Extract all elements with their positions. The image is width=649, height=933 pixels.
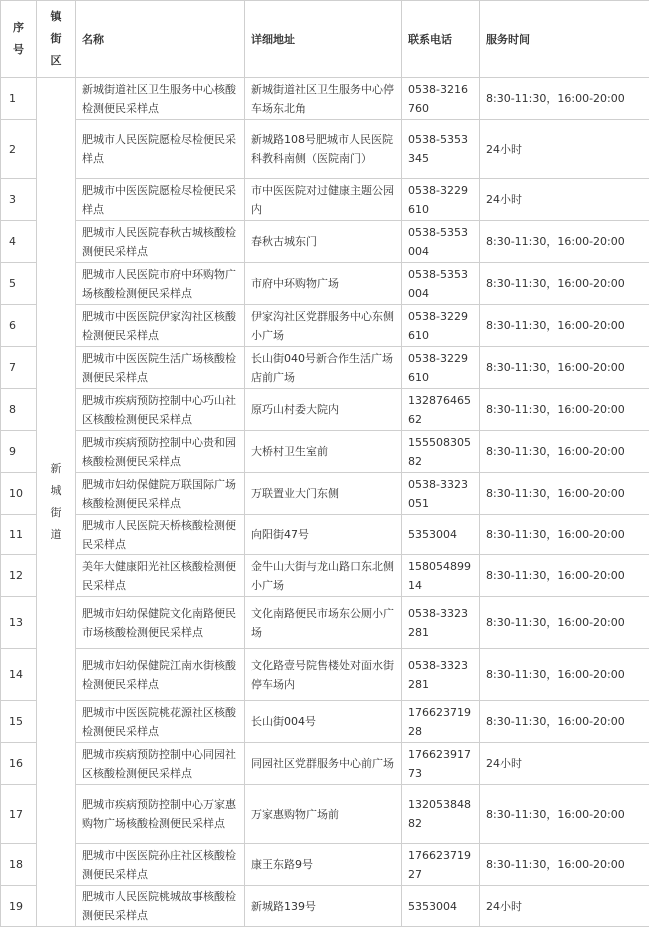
site-name-cell: 肥城市妇幼保健院万联国际广场核酸检测便民采样点: [76, 473, 245, 515]
address-cell: 同园社区党群服务中心前广场: [245, 743, 402, 785]
phone-cell: 0538-3216760: [402, 78, 480, 120]
phone-cell: 0538-5353004: [402, 221, 480, 263]
header-phone: 联系电话: [402, 1, 480, 78]
site-name-cell: 美年大健康阳光社区核酸检测便民采样点: [76, 555, 245, 597]
table-row: [1, 844, 649, 886]
hours-cell: 8:30-11:30，16:00-20:00: [480, 785, 649, 844]
phone-cell: 15550830582: [402, 431, 480, 473]
hours-cell: 8:30-11:30，16:00-20:00: [480, 305, 649, 347]
town-cell: [37, 78, 76, 927]
address-cell: 万联置业大门东侧: [245, 473, 402, 515]
site-name-cell: 肥城市疾病预防控制中心贵和园核酸检测便民采样点: [76, 431, 245, 473]
table-row: [1, 701, 649, 743]
address-cell: 万家惠购物广场前: [245, 785, 402, 844]
phone-cell: 13205384882: [402, 785, 480, 844]
hours-cell: 8:30-11:30，16:00-20:00: [480, 78, 649, 120]
seq-cell: 19: [1, 886, 37, 927]
site-name-cell: 肥城市疾病预防控制中心万家惠购物广场核酸检测便民采样点: [76, 785, 245, 844]
table-row: [1, 347, 649, 389]
seq-cell: 13: [1, 597, 37, 649]
table-body: [1, 78, 649, 927]
site-name-cell: 肥城市妇幼保健院文化南路便民市场核酸检测便民采样点: [76, 597, 245, 649]
site-name-cell: 肥城市人民医院春秋古城核酸检测便民采样点: [76, 221, 245, 263]
address-cell: 金牛山大街与龙山路口东北侧小广场: [245, 555, 402, 597]
site-name-cell: 肥城市人民医院愿检尽检便民采样点: [76, 120, 245, 179]
hours-cell: 8:30-11:30，16:00-20:00: [480, 515, 649, 555]
address-cell: 康王东路9号: [245, 844, 402, 886]
phone-cell: 17662391773: [402, 743, 480, 785]
phone-cell: 17662371927: [402, 844, 480, 886]
seq-cell: 14: [1, 649, 37, 701]
hours-cell: 24小时: [480, 120, 649, 179]
seq-cell: 3: [1, 179, 37, 221]
phone-cell: 0538-3229610: [402, 305, 480, 347]
table-row: [1, 555, 649, 597]
phone-cell: 0538-3323051: [402, 473, 480, 515]
phone-cell: 15805489914: [402, 555, 480, 597]
phone-cell: 0538-3323281: [402, 649, 480, 701]
hours-cell: 24小时: [480, 743, 649, 785]
address-cell: 市中医医院对过健康主题公园内: [245, 179, 402, 221]
site-name-cell: 肥城市中医医院桃花源社区核酸检测便民采样点: [76, 701, 245, 743]
table-row: [1, 886, 649, 927]
address-cell: 原巧山村委大院内: [245, 389, 402, 431]
phone-cell: 0538-5353004: [402, 263, 480, 305]
seq-cell: 7: [1, 347, 37, 389]
header-town: 镇街区: [37, 1, 76, 78]
address-cell: 向阳街47号: [245, 515, 402, 555]
seq-cell: 11: [1, 515, 37, 555]
address-cell: 长山街004号: [245, 701, 402, 743]
hours-cell: 8:30-11:30，16:00-20:00: [480, 555, 649, 597]
site-name-cell: 肥城市中医医院生活广场核酸检测便民采样点: [76, 347, 245, 389]
site-name-cell: 肥城市妇幼保健院江南水街核酸检测便民采样点: [76, 649, 245, 701]
hours-cell: 8:30-11:30，16:00-20:00: [480, 221, 649, 263]
phone-cell: 0538-3229610: [402, 179, 480, 221]
table-row: [1, 78, 649, 120]
table-row: [1, 649, 649, 701]
table-row: [1, 305, 649, 347]
address-cell: 新城路139号: [245, 886, 402, 927]
address-cell: 文化路壹号院售楼处对面水街停车场内: [245, 649, 402, 701]
address-cell: 市府中环购物广场: [245, 263, 402, 305]
seq-cell: 16: [1, 743, 37, 785]
table-row: [1, 597, 649, 649]
seq-cell: 1: [1, 78, 37, 120]
seq-cell: 9: [1, 431, 37, 473]
header-name: 名称: [76, 1, 245, 78]
seq-cell: 2: [1, 120, 37, 179]
seq-cell: 10: [1, 473, 37, 515]
address-cell: 文化南路便民市场东公厕小广场: [245, 597, 402, 649]
address-cell: 新城路108号肥城市人民医院科教科南侧（医院南门）: [245, 120, 402, 179]
hours-cell: 8:30-11:30，16:00-20:00: [480, 649, 649, 701]
address-cell: 长山街040号新合作生活广场店前广场: [245, 347, 402, 389]
hours-cell: 8:30-11:30，16:00-20:00: [480, 431, 649, 473]
address-cell: 新城街道社区卫生服务中心停车场东北角: [245, 78, 402, 120]
table-row: [1, 120, 649, 179]
phone-cell: 0538-3323281: [402, 597, 480, 649]
table-row: [1, 263, 649, 305]
seq-cell: 12: [1, 555, 37, 597]
hours-cell: 8:30-11:30，16:00-20:00: [480, 389, 649, 431]
site-name-cell: 肥城市人民医院市府中环购物广场核酸检测便民采样点: [76, 263, 245, 305]
header-hours: 服务时间: [480, 1, 649, 78]
hours-cell: 8:30-11:30，16:00-20:00: [480, 844, 649, 886]
table-row: [1, 743, 649, 785]
phone-cell: 17662371928: [402, 701, 480, 743]
site-name-cell: 肥城市人民医院天桥核酸检测便民采样点: [76, 515, 245, 555]
site-name-cell: 肥城市人民医院桃城故事核酸检测便民采样点: [76, 886, 245, 927]
table-header-row: [1, 1, 649, 78]
town-label: 新城街道: [50, 462, 62, 541]
hours-cell: 8:30-11:30，16:00-20:00: [480, 263, 649, 305]
table-row: [1, 515, 649, 555]
seq-cell: 18: [1, 844, 37, 886]
hours-cell: 8:30-11:30，16:00-20:00: [480, 473, 649, 515]
phone-cell: 5353004: [402, 515, 480, 555]
site-name-cell: 新城街道社区卫生服务中心核酸检测便民采样点: [76, 78, 245, 120]
hours-cell: 8:30-11:30，16:00-20:00: [480, 597, 649, 649]
site-name-cell: 肥城市中医医院孙庄社区核酸检测便民采样点: [76, 844, 245, 886]
phone-cell: 0538-3229610: [402, 347, 480, 389]
address-cell: 大桥村卫生室前: [245, 431, 402, 473]
seq-cell: 6: [1, 305, 37, 347]
hours-cell: 8:30-11:30，16:00-20:00: [480, 701, 649, 743]
table-row: [1, 179, 649, 221]
seq-cell: 17: [1, 785, 37, 844]
site-name-cell: 肥城市疾病预防控制中心巧山社区核酸检测便民采样点: [76, 389, 245, 431]
table-row: [1, 785, 649, 844]
site-name-cell: 肥城市中医医院愿检尽检便民采样点: [76, 179, 245, 221]
hours-cell: 24小时: [480, 886, 649, 927]
hours-cell: 8:30-11:30，16:00-20:00: [480, 347, 649, 389]
site-name-cell: 肥城市疾病预防控制中心同园社区核酸检测便民采样点: [76, 743, 245, 785]
seq-cell: 4: [1, 221, 37, 263]
seq-cell: 15: [1, 701, 37, 743]
hours-cell: 24小时: [480, 179, 649, 221]
phone-cell: 0538-5353345: [402, 120, 480, 179]
seq-cell: 8: [1, 389, 37, 431]
table-row: [1, 431, 649, 473]
table-row: [1, 473, 649, 515]
header-address: 详细地址: [245, 1, 402, 78]
table-row: [1, 389, 649, 431]
phone-cell: 13287646562: [402, 389, 480, 431]
header-seq: 序号: [1, 1, 37, 78]
site-name-cell: 肥城市中医医院伊家沟社区核酸检测便民采样点: [76, 305, 245, 347]
address-cell: 伊家沟社区党群服务中心东侧小广场: [245, 305, 402, 347]
table-row: [1, 221, 649, 263]
seq-cell: 5: [1, 263, 37, 305]
address-cell: 春秋古城东门: [245, 221, 402, 263]
phone-cell: 5353004: [402, 886, 480, 927]
